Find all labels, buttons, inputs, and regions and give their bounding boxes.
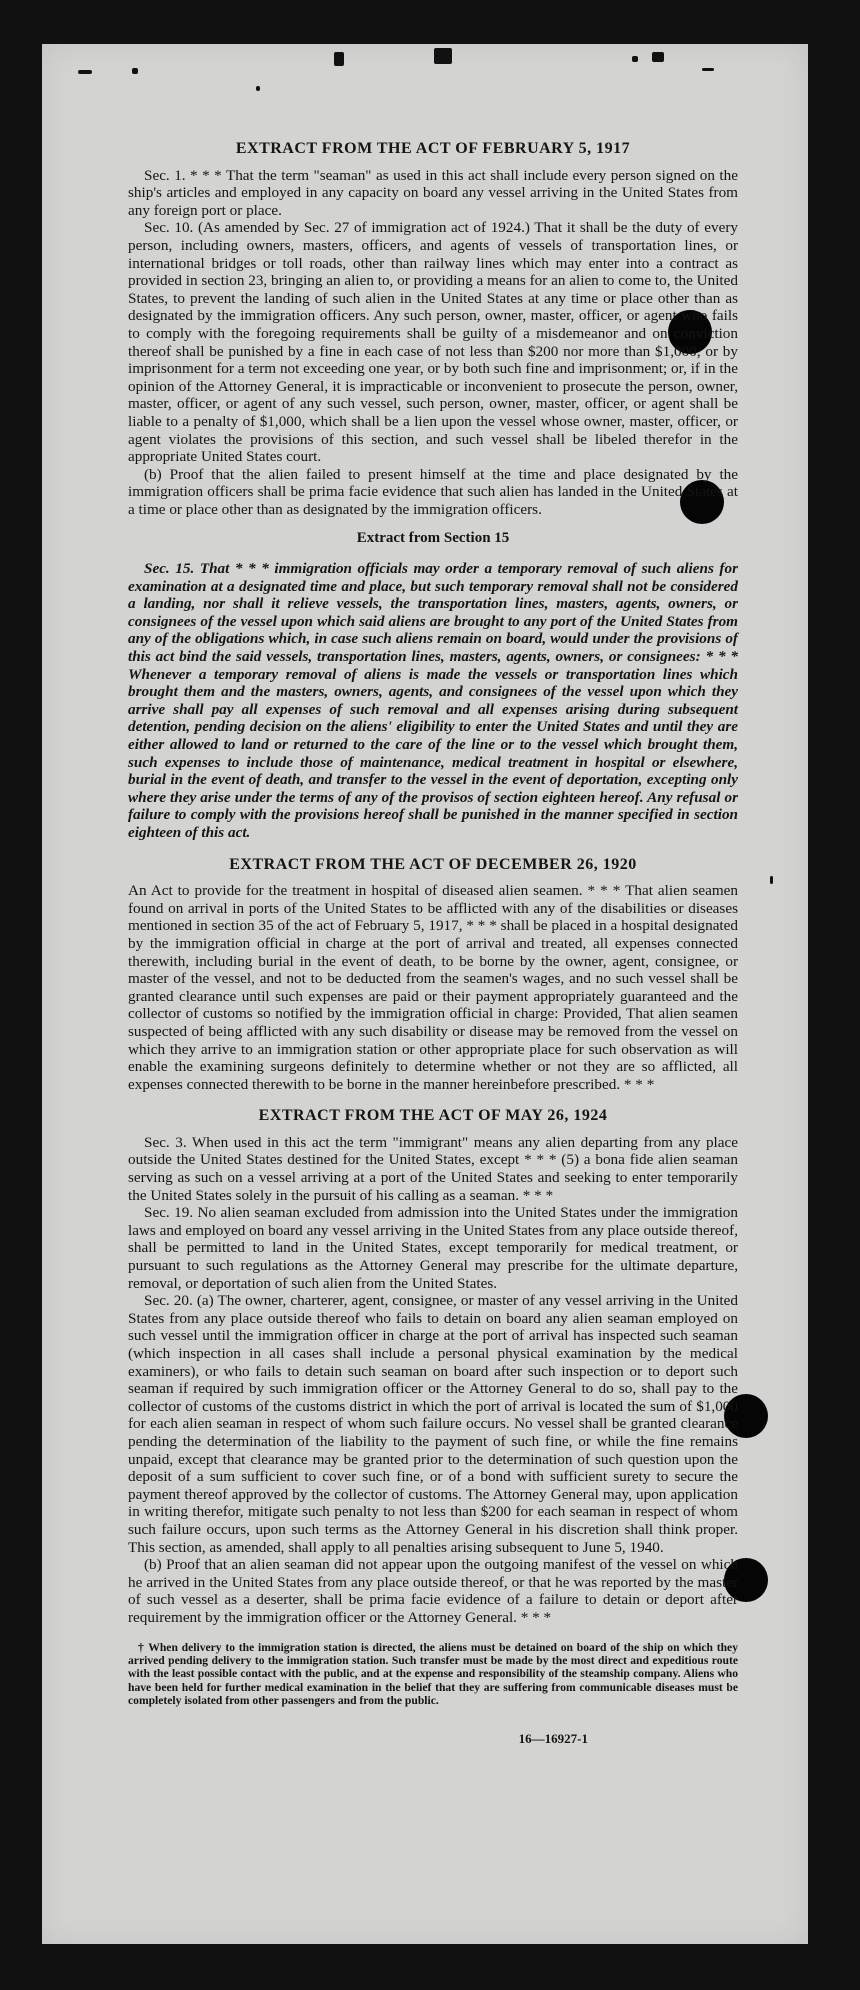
scan-speck [434,48,452,64]
scan-speck [334,52,344,66]
form-code: 16—16927-1 [518,1730,588,1746]
document-text [128,140,738,1747]
paragraph-sec-15: Sec. 15. That * * * immigration officials may order a temporary removal of such aliens for examination at a designated time and place, but such temporary removal shall not be considered a landing, nor shall it relieve vessels, the transportation lines, masters, agents, owners, or consignees of the vessel upon which said aliens are brought to any port of the United States from any of the obligations which, in case such aliens remain on board, would under the provisions of this act bind the said vessels, transportation lines, masters, agents, owners, or consignees: * * * Whenever a temporary removal of aliens is made the vessels or transportation lines which brought them and the masters, owners, agents, and consignees of the vessel upon which they arrive shall pay all expenses of such removal and all expenses arising during subsequent detention, pending decision on the aliens' eligibility to enter the United States and until they are either allowed to land or returned to the care of the line or to the vessel which brought them, such expenses to include those of maintenance, medical treatment in hospital or elsewhere, burial in the event of death, and transfer to the vessel in the event of deportation, excepting only where they arise under the terms of any of the provisos of section eighteen hereof. Any refusal or failure to comply with the provisions hereof shall be punished in the manner specified in section eighteen of this act. [128,560,738,841]
document-page [42,44,808,1944]
scan-speck [652,52,664,62]
paragraph-sec-20a: Sec. 20. (a) The owner, charterer, agent, consignee, or master of any vessel arriving in the United States from any place outside thereof who fails to detain on board any alien seaman employed on such vessel until the immigration officer in charge at the port of arrival has inspected such seaman (which inspection in all cases shall include a personal physical examination by the medical examiners), or who fails to detain such seaman on board after such inspection or to deport such seaman if required by such immigration officer or the Attorney General to do so, shall pay to the collector of customs of the customs district in which the port of arrival is located the sum of $1,000 for each alien seaman in respect of whom such failure occurs. No vessel shall be granted clearance pending the determination of the liability to the payment of such fine, or while the fine remains unpaid, except that clearance may be granted prior to the determination of such question upon the deposit of a sum sufficient to cover such fine, or of a bond with sufficient surety to secure the payment thereof approved by the collector of customs. The Attorney General may, upon application in writing therefor, mitigate such penalty to not less than $200 for each seaman in respect of whom such failure occurs, upon such terms as the Attorney General in his discretion shall think proper. This section, as amended, shall apply to all penalties arising subsequent to June 5, 1940. [128,1292,738,1556]
scan-speck [632,56,638,62]
paragraph-sec-3: Sec. 3. When used in this act the term "immigrant" means any alien departing from any place outside the United States destined for the United States, except * * * (5) a bona fide alien seaman serving as such on a vessel arriving at a port of the United States and seeking to enter temporarily the United States solely in the pursuit of his calling as a seaman. * * * [128,1133,738,1204]
scan-speck [78,70,92,74]
paragraph-sec-20b: (b) Proof that an alien seaman did not appear upon the outgoing manifest of the vessel on which he arrived in the United States from any place outside thereof, or that he was reported by the master of such vessel as a deserter, shall be prima facie evidence of a failure to detain or deport after requirement by the immigration officer or the Attorney General. * * * [128,1556,738,1626]
footnote [128,1641,738,1708]
paragraph-sec-10: Sec. 10. (As amended by Sec. 27 of immigration act of 1924.) That it shall be the duty of every person, including owners, masters, officers, and agents of vessels of transportation lines, or international bridges or toll roads, other than railway lines which may enter into a contract as provided in section 23, bringing an alien to, or providing a means for an alien to come to, the United States, to prevent the landing of such alien in the United States at any time or place other than as designated by the immigration officers. Any such person, owner, master, officer, or agent who fails to comply with the foregoing requirements shall be guilty of a misdemeanor and on conviction thereof shall be punished by a fine in each case of not less than $200 nor more than $1,000, or by imprisonment for a term not exceeding one year, or by both such fine and imprisonment; or, if in the opinion of the Attorney General, it is impracticable or inconvenient to prosecute the person, owner, master, officer, or agent of any such vessel, such person, owner, master, officer, or agent shall be liable to a penalty of $1,000, which shall be a lien upon the vessel whose owner, master, officer, or agent violates the provisions of this section, and such vessel shall be libeled therefor in the appropriate United States court. [128,219,738,466]
scan-speck [702,68,714,71]
paragraph-sec-19: Sec. 19. No alien seaman excluded from admission into the United States under the immigration laws and employed on board any vessel arriving in the United States from any place outside thereof, shall be permitted to land in the United States, except temporarily for medical treatment, or pursuant to such regulations as the Attorney General may prescribe for the ultimate departure, removal, or deportation of such alien from the United States. [128,1204,738,1292]
paragraph-act-1920: An Act to provide for the treatment in hospital of diseased alien seamen. * * * That alien seamen found on arrival in ports of the United States to be afflicted with any of the disabilities or diseases mentioned in section 35 of the act of February 5, 1917, * * * shall be placed in a hospital designated by the immigration official in charge at the port of arrival and treated, all expenses connected therewith, including burial in the event of death, to be borne by the owner, agent, consignee, or master of the vessel, and not to be deducted from the seamen's wages, and no such vessel shall be granted clearance until such expenses are paid or their payment appropriately guaranteed and the collector of customs so notified by the immigration official in charge: Provided, That alien seamen suspected of being afflicted with any such disability or disease may be removed from the vessel on which they arrive to an immigration station or other appropriate place for such observation as will enable the examining surgeons definitely to determine whether or not they are so afflicted, all expenses connected therewith to be borne in the manner hereinbefore prescribed. * * * [128,882,738,1093]
heading-act-1924: EXTRACT FROM THE ACT OF MAY 26, 1924 [258,1107,608,1125]
scan-speck [132,68,138,74]
scan-speck [770,876,773,884]
heading-act-1917: EXTRACT FROM THE ACT OF FEBRUARY 5, 1917 [235,140,631,157]
heading-act-1920: EXTRACT FROM THE ACT OF DECEMBER 26, 1920 [229,855,637,873]
footnote-text: † When delivery to the immigration station is directed, the aliens must be detained on board of the ship on which they arrived pending delivery to the immigration station. Such transfer must be made by the most direct and expeditious route with the least possible contact with the public, and at the expense and responsibility of the steamship company. Aliens who have been held for further medical examination in the belief that they are suffering from communicable diseases must be completely isolated from other passengers and from the public. [128,1640,738,1708]
scan-speck [256,86,260,91]
paragraph-sec-1: Sec. 1. * * * That the term "seaman" as used in this act shall include every person signed on the ship's articles and employed in any capacity on board any vessel arriving in the United States from any foreign port or place. [128,166,738,219]
paragraph-sec-10b: (b) Proof that the alien failed to present himself at the time and place designated by the immigration officers shall be prima facie evidence that such alien has landed in the United States at a time or place other than as designated by the immigration officers. [128,465,738,518]
heading-section-15: Extract from Section 15 [356,530,510,547]
